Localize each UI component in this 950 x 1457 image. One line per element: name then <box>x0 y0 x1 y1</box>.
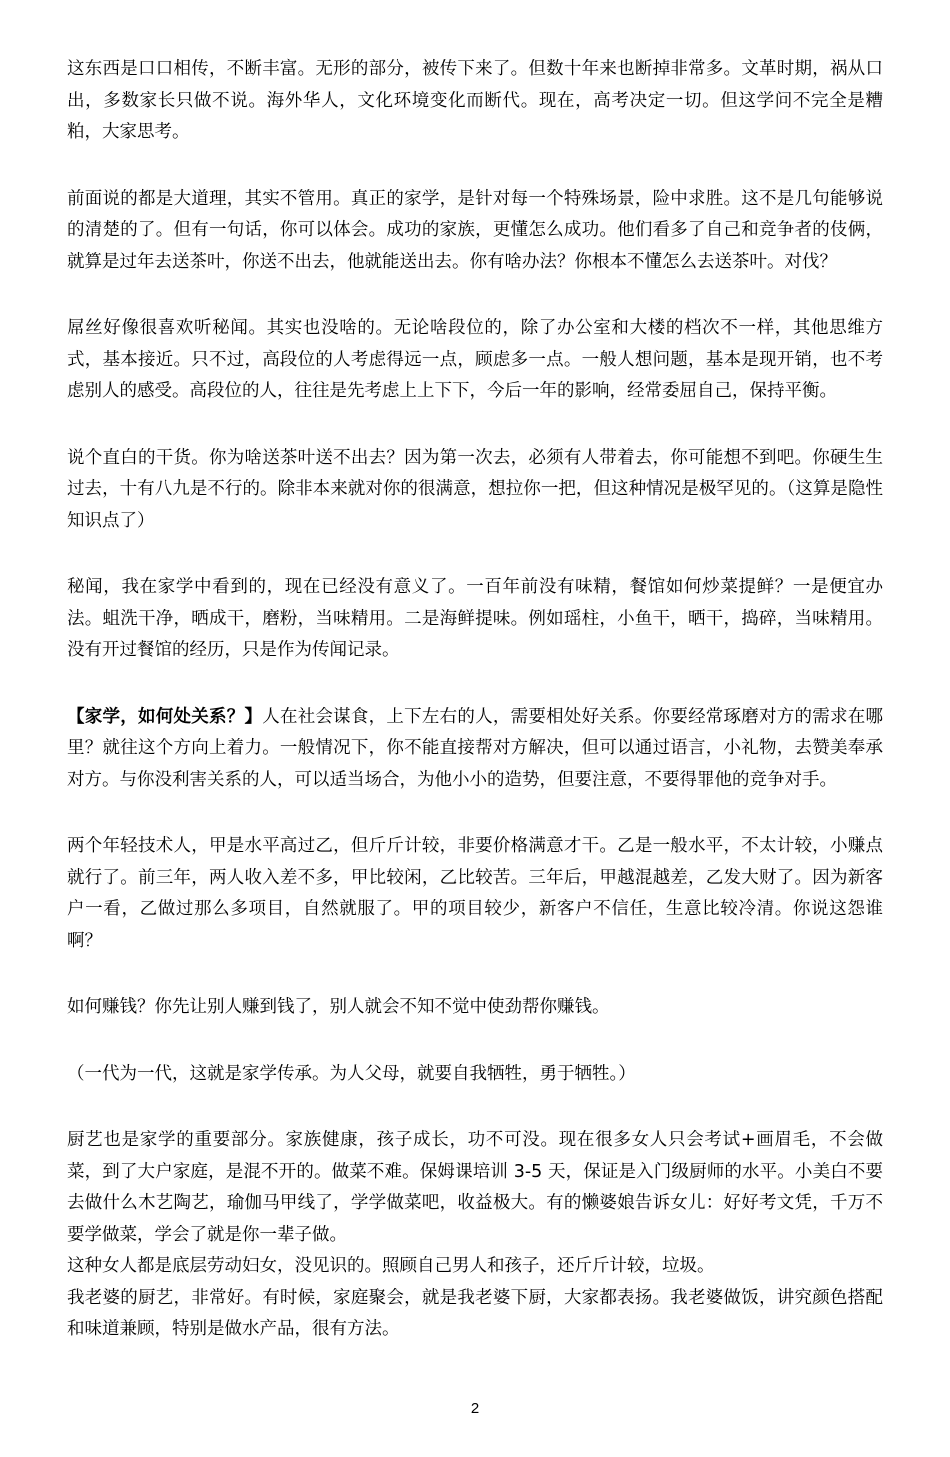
paragraph-oral-tradition: 这东西是口口相传，不断丰富。无形的部分，被传下来了。但数十年来也断掉非常多。文革时期，祸从口出，多数家长只做不说。海外华人，文化环境变化而断代。现在，高考决定一切。但这学问不完全是糟粕，大家思考。 <box>67 59 883 142</box>
section-heading: 【家学，如何处关系？】 <box>67 706 263 727</box>
paragraph-msg-history: 秘闻，我在家学中看到的，现在已经没有意义了。一百年前没有味精，餐馆如何炒菜提鲜？一是便宜办法。蛆洗干净，晒成干，磨粉，当味精用。二是海鲜提味。例如瑶柱，小鱼干，晒干，捣碎，当味精用。没有开过餐馆的经历，只是作为传闻记录。 <box>67 577 883 660</box>
paragraph-family-learning: 前面说的都是大道理，其实不管用。真正的家学，是针对每一个特殊场景，险中求胜。这不是几句能够说的清楚的了。但有一句话，你可以体会。成功的家族，更懂怎么成功。他们看多了自己和竞争者的伎俩，就算是过年去送茶叶，你送不出去，他就能送出去。你有啥办法？你根本不懂怎么去送茶叶。对伐？ <box>67 188 883 272</box>
page-number: 2 <box>470 1400 480 1417</box>
paragraph-inheritance: （一代为一代，这就是家学传承。为人父母，就要自我牺牲，勇于牺牲。） <box>67 1063 636 1084</box>
document-page <box>67 54 883 1346</box>
paragraph-make-money: 如何赚钱？你先让别人赚到钱了，别人就会不知不觉中使劲帮你赚钱。 <box>67 997 610 1017</box>
paragraph-cooking-2: 这种女人都是底层劳动妇女，没见识的。照顾自己男人和孩子，还斤斤计较，垃圾。 <box>67 1256 715 1276</box>
paragraph-cooking: 厨艺也是家学的重要部分。家族健康，孩子成长，功不可没。现在很多女人只会考试+画眉毛，不会做菜，到了大户家庭，是混不开的。做菜不难。保姆课培训 3-5 天，保证是入门级厨师的水平。小美白不要去做什么木艺陶艺，瑜伽马甲线了，学学做菜吧，收益极大。有的懒婆娘告诉女儿：好好考文凭，千万不要学做菜，学会了就是你一辈子做。 <box>67 1130 883 1245</box>
paragraph-tea-gift: 说个直白的干货。你为啥送茶叶送不出去？因为第一次去，必须有人带着去，你可能想不到吧。你硬生生过去，十有八九是不行的。除非本来就对你的很满意，想拉你一把，但这种情况是极罕见的。（这算是隐性知识点了） <box>67 447 883 531</box>
paragraph-cooking-3: 我老婆的厨艺，非常好。有时候，家庭聚会，就是我老婆下厨，大家都表扬。我老婆做饭，讲究颜色搭配和味道兼顾，特别是做水产品，很有方法。 <box>67 1287 883 1339</box>
paragraph-two-technicians: 两个年轻技术人，甲是水平高过乙，但斤斤计较，非要价格满意才干。乙是一般水平，不太计较，小赚点就行了。前三年，两人收入差不多，甲比较闲，乙比较苦。三年后，甲越混越差，乙发大财了。因为新客户一看，乙做过那么多项目，自然就服了。甲的项目较少，新客户不信任，生意比较冷清。你说这怨谁啊？ <box>67 836 883 951</box>
paragraph-secrets: 屌丝好像很喜欢听秘闻。其实也没啥的。无论啥段位的，除了办公室和大楼的档次不一样，其他思维方式，基本接近。只不过，高段位的人考虑得远一点，顾虑多一点。一般人想问题，基本是现开销，也不考虑别人的感受。高段位的人，往往是先考虑上上下下，今后一年的影响，经常委屈自己，保持平衡。 <box>67 318 883 401</box>
section-body: 人在社会谋食，上下左右的人，需要相处好关系。你要经常琢磨对方的需求在哪里？就往这个方向上着力。一般情况下，你不能直接帮对方解决，但可以通过语言，小礼物，去赞美奉承对方。与你没利害关系的人，可以适当场合，为他小小的造势，但要注意，不要得罪他的竞争对手。 <box>67 706 884 790</box>
section-relationships <box>67 702 883 797</box>
